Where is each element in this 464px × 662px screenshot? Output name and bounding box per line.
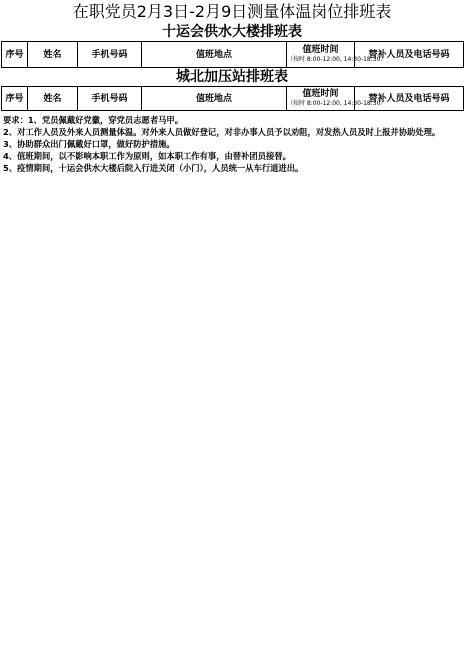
note-line: 3、协助群众出门佩戴好口罩，做好防护措施。: [3, 139, 175, 149]
header-backup: 替补人员及电话号码: [355, 42, 464, 68]
header-no: 序号: [2, 42, 28, 68]
section1-title: 十运会供水大楼排班表: [162, 24, 302, 40]
note-line: 4、值班期间，以不影响本职工作为原则，如本职工作有事，由替补团员接替。: [3, 151, 291, 161]
header-phone: 手机号码: [78, 87, 142, 111]
header-location: 值班地点: [142, 87, 287, 111]
header-backup: 替补人员及电话号码: [355, 87, 464, 111]
requirements-notes: [1, 114, 463, 174]
note-line: 要求：1、党员佩戴好党徽，穿党员志愿者马甲。: [3, 115, 184, 125]
schedule-page: [1, 1, 463, 660]
header-name: 姓名: [28, 87, 78, 111]
header-location: 值班地点: [142, 42, 287, 68]
note-line: 5、疫情期间，十运会供水大楼后院入行进关闭（小门），人员统一从车行道进出。: [3, 163, 304, 173]
header-time: 值班时间 （按时 8:00-12:00, 14:30-18:30）: [287, 87, 355, 111]
header-no: 序号: [2, 87, 28, 111]
header-phone: 手机号码: [78, 42, 142, 68]
header-time: 值班时间 （按时 8:00-12:00, 14:30-18:30）: [287, 42, 355, 68]
header-name: 姓名: [28, 42, 78, 68]
note-line: 2、对工作人员及外来人员测量体温。对外来人员做好登记，对非办事人员予以劝阻，对发热人员及时上报并协助处理。: [3, 127, 441, 137]
section2-table: [1, 86, 464, 111]
page-title: 在职党员2月3日-2月9日测量体温岗位排班表: [72, 2, 392, 21]
section1-table: [1, 41, 464, 68]
section2-title: 城北加压站排班表: [176, 69, 288, 85]
